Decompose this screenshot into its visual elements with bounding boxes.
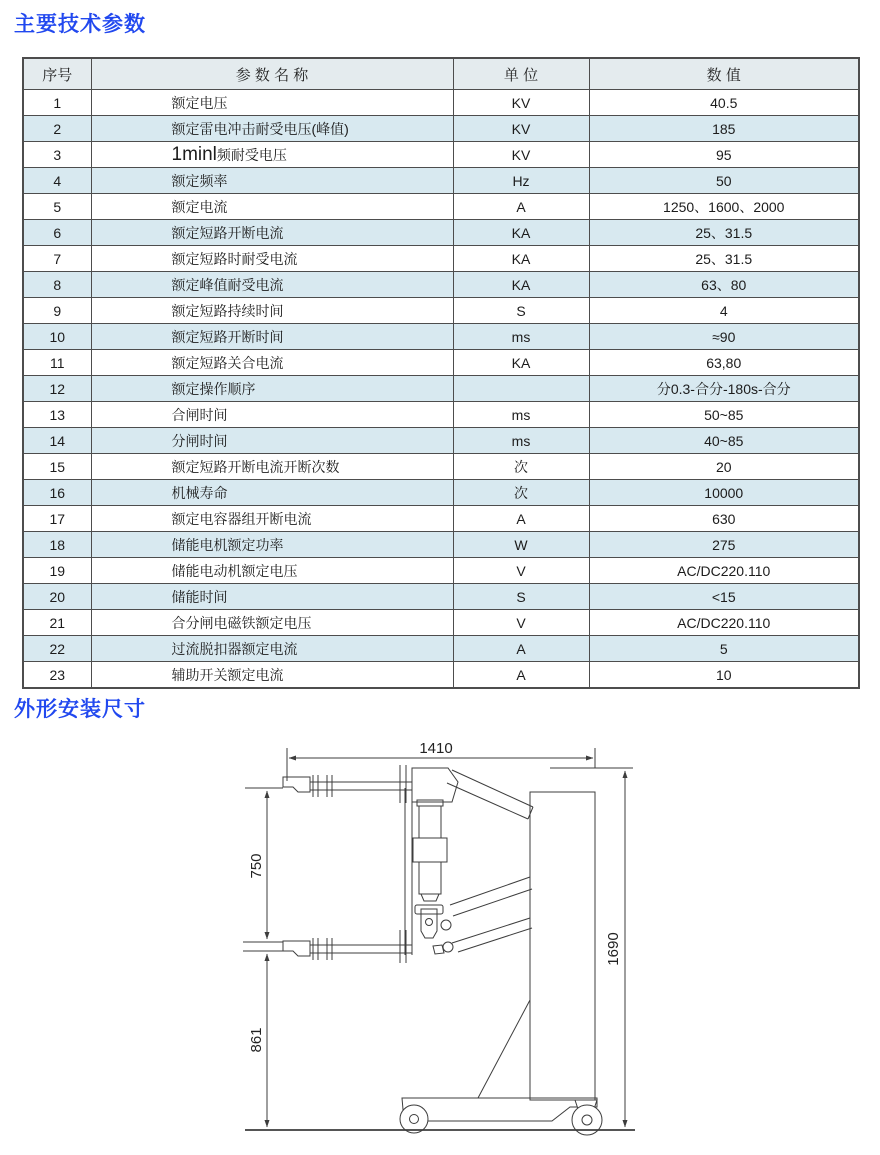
struts	[450, 877, 532, 952]
cell-no: 17	[23, 506, 91, 532]
table-row	[23, 142, 859, 168]
cell-unit: V	[453, 610, 589, 636]
table-row	[23, 662, 859, 689]
table-row	[23, 584, 859, 610]
cell-name: 过流脱扣器额定电流	[91, 636, 453, 662]
table-row	[23, 506, 859, 532]
col-header-name: 参 数 名 称	[91, 58, 453, 90]
cell-no: 3	[23, 142, 91, 168]
cell-no: 15	[23, 454, 91, 480]
cell-unit	[453, 376, 589, 402]
cell-unit: KA	[453, 350, 589, 376]
cell-value: 63,80	[589, 350, 859, 376]
table-row	[23, 558, 859, 584]
cell-name: 额定短路持续时间	[91, 298, 453, 324]
table-row	[23, 90, 859, 116]
cell-no: 18	[23, 532, 91, 558]
cell-no: 1	[23, 90, 91, 116]
cell-unit: ms	[453, 324, 589, 350]
cell-name: 额定电流	[91, 194, 453, 220]
cell-unit: 次	[453, 454, 589, 480]
cell-no: 19	[23, 558, 91, 584]
cell-value: 63、80	[589, 272, 859, 298]
cell-name: 1minl频耐受电压	[91, 142, 453, 168]
cell-no: 14	[23, 428, 91, 454]
cell-unit: S	[453, 298, 589, 324]
col-header-value: 数 值	[589, 58, 859, 90]
cell-name: 储能电动机额定电压	[91, 558, 453, 584]
cell-no: 21	[23, 610, 91, 636]
cell-unit: A	[453, 636, 589, 662]
cell-no: 11	[23, 350, 91, 376]
cell-name: 额定短路关合电流	[91, 350, 453, 376]
col-header-unit: 单 位	[453, 58, 589, 90]
table-header-row	[23, 58, 859, 90]
cell-name: 储能时间	[91, 584, 453, 610]
cell-unit: ms	[453, 428, 589, 454]
cell-no: 4	[23, 168, 91, 194]
table-row	[23, 350, 859, 376]
parameters-table	[22, 57, 860, 689]
cell-value: 10000	[589, 480, 859, 506]
cell-value: 50~85	[589, 402, 859, 428]
cell-value: 50	[589, 168, 859, 194]
cell-name: 额定短路开断电流	[91, 220, 453, 246]
cell-no: 9	[23, 298, 91, 324]
table-row	[23, 168, 859, 194]
cell-unit: KA	[453, 272, 589, 298]
table-row	[23, 116, 859, 142]
cell-unit: W	[453, 532, 589, 558]
table-row	[23, 402, 859, 428]
cell-name: 辅助开关额定电流	[91, 662, 453, 689]
cell-value: AC/DC220.110	[589, 610, 859, 636]
top-bracket	[412, 768, 533, 819]
cell-value: 40.5	[589, 90, 859, 116]
upper-arm	[283, 765, 412, 803]
cell-unit: S	[453, 584, 589, 610]
lower-arm	[283, 930, 412, 963]
table-row	[23, 376, 859, 402]
frame-column	[405, 782, 412, 955]
cell-name: 合闸时间	[91, 402, 453, 428]
cell-no: 8	[23, 272, 91, 298]
table-row	[23, 272, 859, 298]
section-title-params: 主要技术参数	[14, 13, 146, 36]
cell-no: 23	[23, 662, 91, 689]
insulator-pole	[413, 800, 447, 901]
cell-name: 额定峰值耐受电流	[91, 272, 453, 298]
cell-name: 合分闸电磁铁额定电压	[91, 610, 453, 636]
cell-value: 275	[589, 532, 859, 558]
cell-no: 5	[23, 194, 91, 220]
table-row	[23, 636, 859, 662]
table-row	[23, 428, 859, 454]
cell-unit: Hz	[453, 168, 589, 194]
cell-name: 机械寿命	[91, 480, 453, 506]
table-row	[23, 298, 859, 324]
cell-name: 额定短路开断时间	[91, 324, 453, 350]
dim-upper-label: 750	[248, 853, 265, 879]
cell-name: 储能电机额定功率	[91, 532, 453, 558]
cell-unit: A	[453, 662, 589, 689]
cell-value: 10	[589, 662, 859, 689]
cell-value: 5	[589, 636, 859, 662]
cell-unit: A	[453, 506, 589, 532]
cell-value: 185	[589, 116, 859, 142]
cell-no: 7	[23, 246, 91, 272]
cell-value: 25、31.5	[589, 220, 859, 246]
cell-no: 12	[23, 376, 91, 402]
cell-no: 10	[23, 324, 91, 350]
cell-value: 分0.3-合分-180s-合分	[589, 376, 859, 402]
col-header-no: 序号	[23, 58, 91, 90]
cell-value: 4	[589, 298, 859, 324]
table-row	[23, 610, 859, 636]
dim-lower-label: 861	[248, 1027, 265, 1053]
cell-value: 1250、1600、2000	[589, 194, 859, 220]
cell-value: 25、31.5	[589, 246, 859, 272]
cell-unit: ms	[453, 402, 589, 428]
section-title-dimensions: 外形安装尺寸	[14, 698, 146, 721]
cell-value: <15	[589, 584, 859, 610]
cell-name: 额定电压	[91, 90, 453, 116]
cell-no: 16	[23, 480, 91, 506]
mechanism	[415, 905, 453, 954]
table-row	[23, 220, 859, 246]
cell-value: ≈90	[589, 324, 859, 350]
cell-name: 额定雷电冲击耐受电压(峰值)	[91, 116, 453, 142]
table-row	[23, 480, 859, 506]
cell-unit: KV	[453, 90, 589, 116]
cell-name: 分闸时间	[91, 428, 453, 454]
cabinet	[530, 792, 595, 1100]
cell-value: 20	[589, 454, 859, 480]
dim-width-label: 1410	[419, 740, 453, 757]
cell-name: 额定频率	[91, 168, 453, 194]
cell-value: AC/DC220.110	[589, 558, 859, 584]
cell-unit: 次	[453, 480, 589, 506]
cell-value: 630	[589, 506, 859, 532]
cell-name: 额定短路时耐受电流	[91, 246, 453, 272]
cell-name: 额定电容器组开断电流	[91, 506, 453, 532]
cell-unit: KV	[453, 116, 589, 142]
cell-value: 40~85	[589, 428, 859, 454]
cell-no: 22	[23, 636, 91, 662]
dim-height-label: 1690	[605, 932, 622, 966]
cell-unit: A	[453, 194, 589, 220]
cell-unit: KV	[453, 142, 589, 168]
cell-unit: KA	[453, 246, 589, 272]
trolley	[400, 1000, 602, 1135]
cell-no: 20	[23, 584, 91, 610]
table-row	[23, 454, 859, 480]
cell-unit: V	[453, 558, 589, 584]
cell-unit: KA	[453, 220, 589, 246]
cell-name-prefix: 1minl	[171, 143, 217, 165]
cell-name: 额定操作顺序	[91, 376, 453, 402]
outline-drawing	[230, 735, 670, 1155]
cell-name: 额定短路开断电流开断次数	[91, 454, 453, 480]
table-row	[23, 324, 859, 350]
table-row	[23, 532, 859, 558]
cell-value: 95	[589, 142, 859, 168]
cell-no: 2	[23, 116, 91, 142]
table-row	[23, 194, 859, 220]
cell-no: 13	[23, 402, 91, 428]
cell-no: 6	[23, 220, 91, 246]
table-row	[23, 246, 859, 272]
